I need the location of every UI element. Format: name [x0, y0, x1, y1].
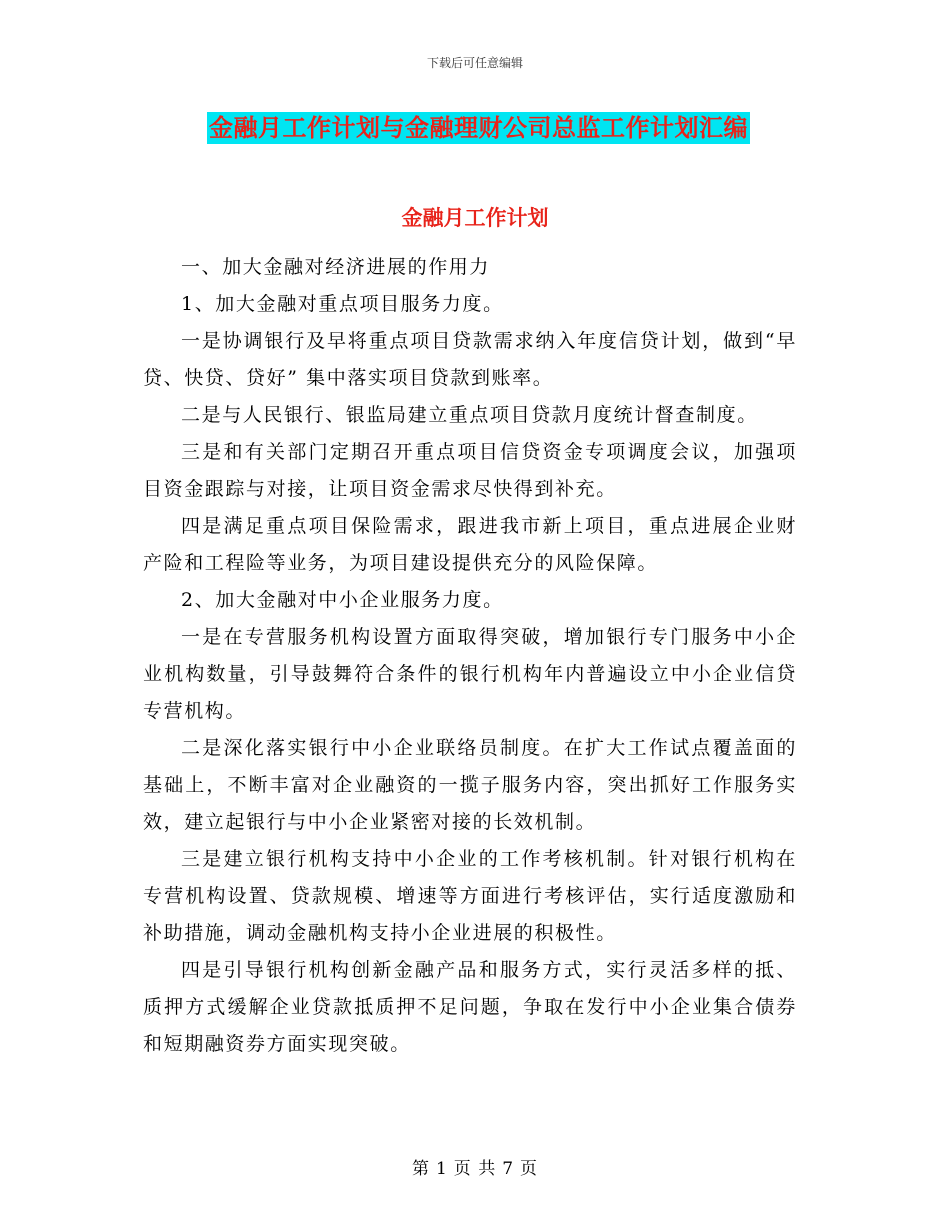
page-footer	[0, 1154, 950, 1179]
paragraph: 三是和有关部门定期召开重点项目信贷资金专项调度会议，加强项目资金跟踪与对接，让项目资金需求尽快得到补充。	[143, 441, 797, 500]
footer-suffix: 页	[520, 1159, 539, 1179]
footer-middle: 页 共	[453, 1159, 497, 1179]
paragraph: 四是引导银行机构创新金融产品和服务方式，实行灵活多样的抵、质押方式缓解企业贷款抵质押不足问题，争取在发行中小企业集合债券和短期融资券方面实现突破。	[143, 959, 797, 1055]
paragraph: 一、加大金融对经济进展的作用力	[181, 256, 491, 278]
paragraph: 三是建立银行机构支持中小企业的工作考核机制。针对银行机构在专营机构设置、贷款规模、增速等方面进行考核评估，实行适度激励和补助措施，调动金融机构支持小企业进展的积极性。	[143, 848, 797, 944]
section-title: 金融月工作计划	[401, 205, 549, 230]
paragraph: 2、加大金融对中小企业服务力度。	[181, 589, 504, 611]
paragraph: 一是在专营服务机构设置方面取得突破，增加银行专门服务中小企业机构数量，引导鼓舞符合条件的银行机构年内普遍设立中小企业信贷专营机构。	[143, 626, 797, 722]
paragraph: 二是深化落实银行中小企业联络员制度。在扩大工作试点覆盖面的基础上，不断丰富对企业融资的一揽子服务内容，突出抓好工作服务实效，建立起银行与中小企业紧密对接的长效机制。	[143, 737, 797, 833]
paragraph: 1、加大金融对重点项目服务力度。	[181, 293, 504, 315]
footer-total-pages: 7	[502, 1159, 515, 1179]
paragraph: 二是与人民银行、银监局建立重点项目贷款月度统计督查制度。	[181, 404, 758, 426]
paragraph: 四是满足重点项目保险需求，跟进我市新上项目，重点进展企业财产险和工程险等业务，为项目建设提供充分的风险保障。	[143, 515, 797, 574]
footer-prefix: 第	[411, 1159, 430, 1179]
paragraph: 一是协调银行及早将重点项目贷款需求纳入年度信贷计划，做到“早贷、快贷、贷好” 集中落实项目贷款到账率。	[143, 330, 797, 389]
header-note: 下载后可任意编辑	[426, 56, 523, 70]
document-title: 金融月工作计划与金融理财公司总监工作计划汇编	[209, 113, 748, 142]
document-body	[143, 249, 797, 1063]
footer-page-number: 1	[435, 1159, 448, 1179]
